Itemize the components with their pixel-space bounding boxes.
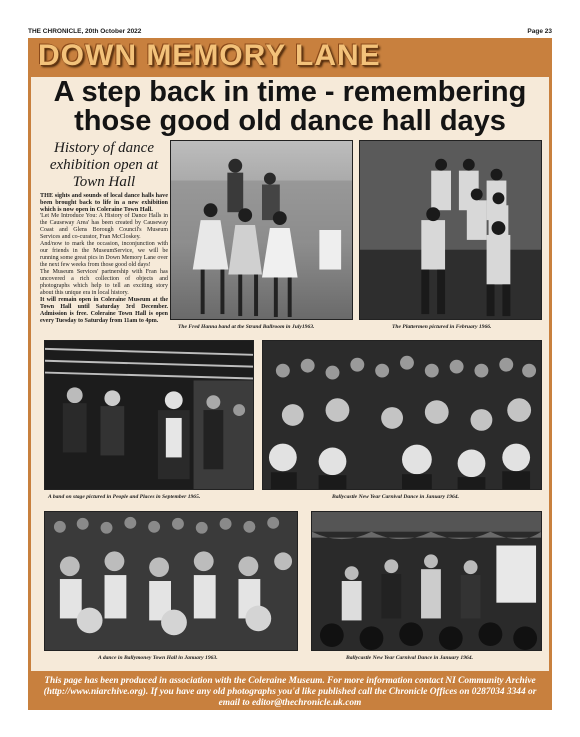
photo-caption: Ballycastle New Year Carnival Dance in January 1964. [346, 655, 474, 661]
article-paragraph: The Museum Services' partnership with Fran has uncovered a rich collection of objects and photographs which help to tell an exciting story about this unique era in local history. [40, 269, 168, 296]
page-header [28, 26, 552, 37]
page-footer: This page has been produced in association with the Coleraine Museum. For more information contact NI Community Archive (http://www.niarchive.org). If you have any old photographs you'd like published call the Chronicle Offices on 0287034 3344 or email to editor@thechronicle.uk.com [28, 674, 552, 710]
photo-ballycastle-stage [311, 511, 542, 651]
article-paragraph: It will remain open in Coleraine Museum at the Town Hall until Saturday 3rd December. Admission is free. Coleraine Town Hall is open every Tuesday to Saturday from 11am to 4pm. [40, 297, 168, 324]
headline-line-2: those good old dance hall days [74, 105, 506, 137]
banner-title: DOWN MEMORY LANE [38, 39, 381, 72]
photo-caption: The Plattermen pictured in February 1966. [392, 324, 492, 330]
article-body [40, 192, 168, 325]
photo-image [171, 141, 352, 319]
article-lead: THE sights and sounds of local dance halls have been brought back to life in a new exhibition which is now open in Coleraine Town Hall. [40, 192, 168, 213]
article-headline [30, 78, 550, 136]
article-paragraph: And/now to mark the occasion, inconjunction with our friends in the MuseumService, we will be running some great pics in Down Memory Lane over the next few weeks from those good old days! [40, 241, 168, 268]
page-number: Page 23 [527, 28, 552, 35]
photo-image [312, 512, 541, 650]
publication-line: THE CHRONICLE, 20th October 2022 [28, 28, 142, 35]
photo-caption: The Fred Hanna band at the Strand Ballroom in July1963. [178, 324, 315, 330]
photo-fred-hanna-band [170, 140, 353, 320]
photo-band-on-stage [44, 340, 254, 490]
photo-ballymoney-dance [44, 511, 298, 651]
article-paragraph: 'Let Me Introduce You: A History of Dance Halls in the Causeway Area' has been created by Causeway Coast and Glens Borough Council's Museum Services and co-curator, Fran McCloskey. [40, 213, 168, 240]
photo-image [360, 141, 541, 319]
photo-plattermen [359, 140, 542, 320]
photo-caption: A dance in Ballymoney Town Hall in January 1963. [98, 655, 218, 661]
photo-ballycastle-crowd [262, 340, 542, 490]
photo-caption: A band on stage pictured in People and Places in September 1965. [48, 494, 201, 500]
article-deck: History of dance exhibition open at Town Hall [49, 140, 159, 190]
photo-caption: Ballycastle New Year Carnival Dance in January 1964. [332, 494, 460, 500]
section-banner [28, 38, 552, 74]
photo-image [45, 341, 253, 489]
headline-line-1: A step back in time - remembering [53, 76, 527, 108]
photo-image [263, 341, 541, 489]
photo-image [45, 512, 297, 650]
